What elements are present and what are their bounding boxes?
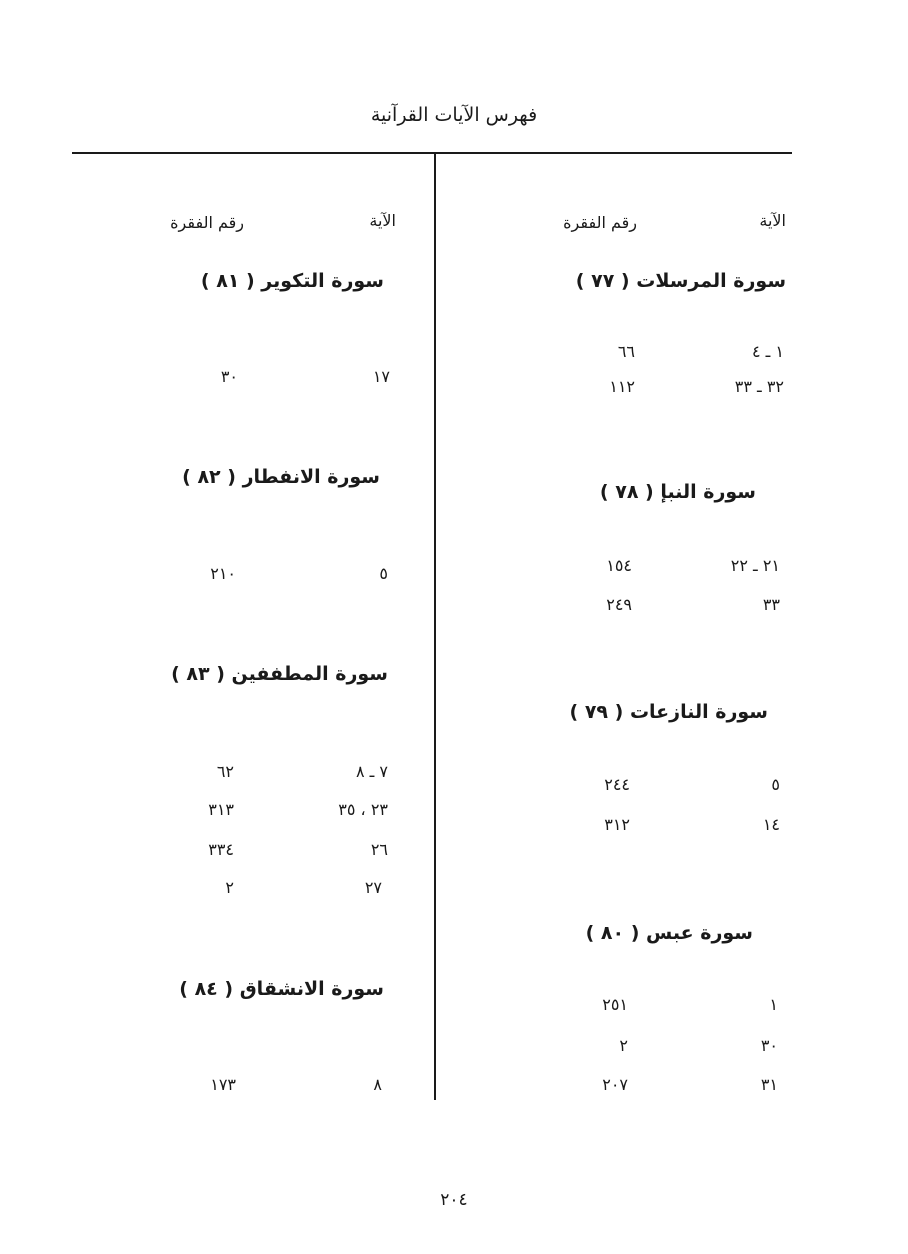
surah-title: سورة التكوير ( ٨١ ) [200, 270, 384, 292]
right-verse-heading: الآية [759, 211, 786, 230]
paragraph-cell: ١١٢ [609, 377, 635, 396]
verse-cell: ٢٦ [370, 840, 388, 859]
left-paragraph-heading: رقم الفقرة [170, 213, 244, 232]
paragraph-cell: ٣١٣ [208, 800, 234, 819]
paragraph-cell: ٢ [619, 1036, 628, 1055]
surah-title: سورة الانشقاق ( ٨٤ ) [179, 978, 384, 1000]
surah-title: سورة عبس ( ٨٠ ) [585, 922, 753, 944]
paragraph-cell: ١٥٤ [606, 556, 632, 575]
surah-title: سورة المطففين ( ٨٣ ) [171, 663, 388, 685]
verse-cell: ٣٣ [762, 595, 780, 614]
verse-cell: ٥ [771, 775, 780, 794]
verse-cell: ٣١ [760, 1075, 778, 1094]
verse-cell: ٥ [379, 564, 388, 583]
paragraph-cell: ٢٤٤ [604, 775, 630, 794]
verse-cell: ١٤ [762, 815, 780, 834]
paragraph-cell: ٢٤٩ [606, 595, 632, 614]
right-paragraph-heading: رقم الفقرة [563, 213, 637, 232]
verse-cell: ١٧ [372, 367, 390, 386]
paragraph-cell: ٣٣٤ [208, 840, 234, 859]
paragraph-cell: ١٧٣ [210, 1075, 236, 1094]
surah-title: سورة النازعات ( ٧٩ ) [569, 701, 768, 723]
paragraph-cell: ٦٢ [216, 762, 234, 781]
paragraph-cell: ٢٠٧ [602, 1075, 628, 1094]
verse-cell: ١ [769, 995, 778, 1014]
verse-cell: ٣٠ [760, 1036, 778, 1055]
paragraph-cell: ٢١٠ [210, 564, 236, 583]
paragraph-cell: ٣٠ [220, 367, 238, 386]
page-number: ٢٠٤ [440, 1190, 468, 1210]
paragraph-cell: ٦٦ [617, 342, 635, 361]
surah-title: سورة الانفطار ( ٨٢ ) [182, 466, 380, 488]
paragraph-cell: ٢ [225, 878, 234, 897]
paragraph-cell: ٣١٢ [604, 815, 630, 834]
verse-cell: ٣٢ ـ ٣٣ [734, 377, 784, 396]
column-divider [434, 153, 436, 1100]
surah-title: سورة النبإ ( ٧٨ ) [599, 481, 756, 503]
verse-cell: ٢٣ ، ٣٥ [338, 800, 388, 819]
verse-cell: ٧ ـ ٨ [355, 762, 388, 781]
page-header: فهرس الآيات القرآنية [370, 104, 538, 126]
header-rule [72, 152, 792, 154]
verse-cell: ١ ـ ٤ [751, 342, 784, 361]
verse-cell: ٢١ ـ ٢٢ [730, 556, 780, 575]
verse-cell: ٢٧ [364, 878, 382, 897]
verse-cell: ٨ [373, 1075, 382, 1094]
left-verse-heading: الآية [369, 211, 396, 230]
paragraph-cell: ٢٥١ [602, 995, 628, 1014]
surah-title: سورة المرسلات ( ٧٧ ) [575, 270, 786, 292]
